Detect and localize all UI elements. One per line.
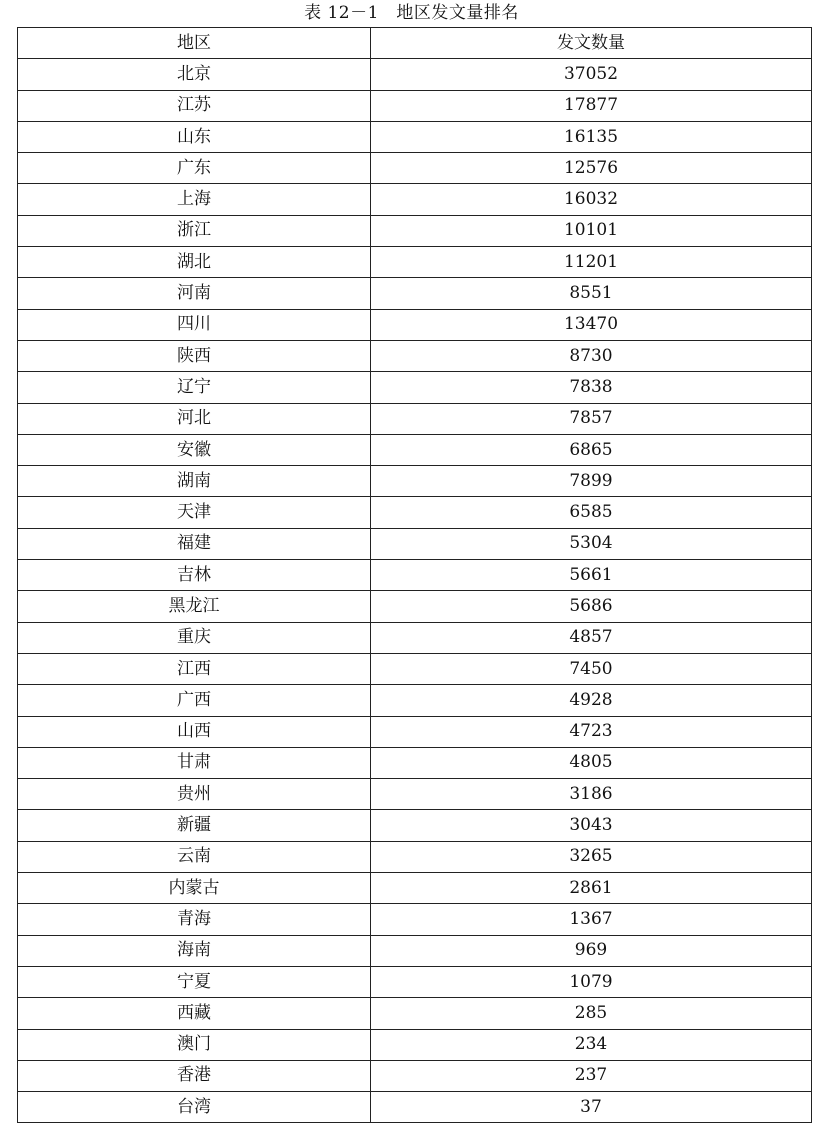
region-cell: 广西 bbox=[18, 685, 371, 716]
table-row bbox=[18, 873, 812, 904]
table-row bbox=[18, 591, 812, 622]
region-cell: 云南 bbox=[18, 841, 371, 872]
count-cell: 5661 bbox=[371, 560, 812, 591]
region-cell: 甘肃 bbox=[18, 747, 371, 778]
table-row bbox=[18, 215, 812, 246]
count-cell: 5686 bbox=[371, 591, 812, 622]
region-cell: 香港 bbox=[18, 1060, 371, 1091]
count-cell: 4857 bbox=[371, 622, 812, 653]
region-cell: 青海 bbox=[18, 904, 371, 935]
table-row bbox=[18, 779, 812, 810]
count-cell: 7838 bbox=[371, 372, 812, 403]
count-cell: 4805 bbox=[371, 747, 812, 778]
count-cell: 37 bbox=[371, 1092, 812, 1123]
table-row bbox=[18, 340, 812, 371]
count-cell: 16135 bbox=[371, 121, 812, 152]
region-cell: 辽宁 bbox=[18, 372, 371, 403]
count-cell: 12576 bbox=[371, 153, 812, 184]
table-row bbox=[18, 466, 812, 497]
table-row bbox=[18, 528, 812, 559]
count-cell: 7450 bbox=[371, 653, 812, 684]
table-row bbox=[18, 403, 812, 434]
count-cell: 4723 bbox=[371, 716, 812, 747]
header-count: 发文数量 bbox=[371, 28, 812, 59]
region-cell: 重庆 bbox=[18, 622, 371, 653]
count-cell: 6865 bbox=[371, 434, 812, 465]
region-cell: 贵州 bbox=[18, 779, 371, 810]
region-cell: 新疆 bbox=[18, 810, 371, 841]
region-cell: 广东 bbox=[18, 153, 371, 184]
region-cell: 江苏 bbox=[18, 90, 371, 121]
count-cell: 37052 bbox=[371, 59, 812, 90]
header-region: 地区 bbox=[18, 28, 371, 59]
count-cell: 8551 bbox=[371, 278, 812, 309]
table-row bbox=[18, 841, 812, 872]
count-cell: 234 bbox=[371, 1029, 812, 1060]
region-cell: 澳门 bbox=[18, 1029, 371, 1060]
table-caption: 表 12－1 地区发文量排名 bbox=[304, 3, 519, 23]
table-row bbox=[18, 560, 812, 591]
region-cell: 河南 bbox=[18, 278, 371, 309]
region-cell: 黑龙江 bbox=[18, 591, 371, 622]
table-row bbox=[18, 497, 812, 528]
region-cell: 陕西 bbox=[18, 340, 371, 371]
region-cell: 北京 bbox=[18, 59, 371, 90]
region-cell: 山东 bbox=[18, 121, 371, 152]
region-cell: 河北 bbox=[18, 403, 371, 434]
region-cell: 安徽 bbox=[18, 434, 371, 465]
count-cell: 3186 bbox=[371, 779, 812, 810]
table-row bbox=[18, 685, 812, 716]
region-cell: 吉林 bbox=[18, 560, 371, 591]
count-cell: 7899 bbox=[371, 466, 812, 497]
table-row bbox=[18, 372, 812, 403]
table-row bbox=[18, 747, 812, 778]
count-cell: 7857 bbox=[371, 403, 812, 434]
region-cell: 天津 bbox=[18, 497, 371, 528]
region-cell: 湖南 bbox=[18, 466, 371, 497]
table-row bbox=[18, 247, 812, 278]
region-cell: 台湾 bbox=[18, 1092, 371, 1123]
table-row bbox=[18, 184, 812, 215]
count-cell: 4928 bbox=[371, 685, 812, 716]
region-cell: 福建 bbox=[18, 528, 371, 559]
table-row bbox=[18, 90, 812, 121]
region-cell: 上海 bbox=[18, 184, 371, 215]
region-cell: 西藏 bbox=[18, 998, 371, 1029]
table-row bbox=[18, 653, 812, 684]
count-cell: 3265 bbox=[371, 841, 812, 872]
table-row bbox=[18, 278, 812, 309]
region-cell: 内蒙古 bbox=[18, 873, 371, 904]
count-cell: 16032 bbox=[371, 184, 812, 215]
table-row bbox=[18, 59, 812, 90]
table-row bbox=[18, 966, 812, 997]
count-cell: 10101 bbox=[371, 215, 812, 246]
count-cell: 237 bbox=[371, 1060, 812, 1091]
table-row bbox=[18, 716, 812, 747]
table-row bbox=[18, 121, 812, 152]
table-body bbox=[18, 59, 812, 1123]
region-cell: 江西 bbox=[18, 653, 371, 684]
region-cell: 四川 bbox=[18, 309, 371, 340]
region-cell: 浙江 bbox=[18, 215, 371, 246]
region-publication-table bbox=[17, 27, 812, 1123]
count-cell: 6585 bbox=[371, 497, 812, 528]
count-cell: 3043 bbox=[371, 810, 812, 841]
table-row bbox=[18, 998, 812, 1029]
count-cell: 2861 bbox=[371, 873, 812, 904]
table-row bbox=[18, 1060, 812, 1091]
count-cell: 8730 bbox=[371, 340, 812, 371]
region-cell: 山西 bbox=[18, 716, 371, 747]
table-row bbox=[18, 622, 812, 653]
count-cell: 17877 bbox=[371, 90, 812, 121]
count-cell: 969 bbox=[371, 935, 812, 966]
table-row bbox=[18, 810, 812, 841]
region-cell: 湖北 bbox=[18, 247, 371, 278]
count-cell: 285 bbox=[371, 998, 812, 1029]
count-cell: 1367 bbox=[371, 904, 812, 935]
table-row bbox=[18, 1029, 812, 1060]
count-cell: 5304 bbox=[371, 528, 812, 559]
table-row bbox=[18, 434, 812, 465]
count-cell: 11201 bbox=[371, 247, 812, 278]
region-cell: 宁夏 bbox=[18, 966, 371, 997]
table-row bbox=[18, 309, 812, 340]
table-header-row bbox=[18, 28, 812, 59]
table-row bbox=[18, 904, 812, 935]
table-row bbox=[18, 1092, 812, 1123]
count-cell: 13470 bbox=[371, 309, 812, 340]
region-cell: 海南 bbox=[18, 935, 371, 966]
table-row bbox=[18, 935, 812, 966]
count-cell: 1079 bbox=[371, 966, 812, 997]
table-row bbox=[18, 153, 812, 184]
